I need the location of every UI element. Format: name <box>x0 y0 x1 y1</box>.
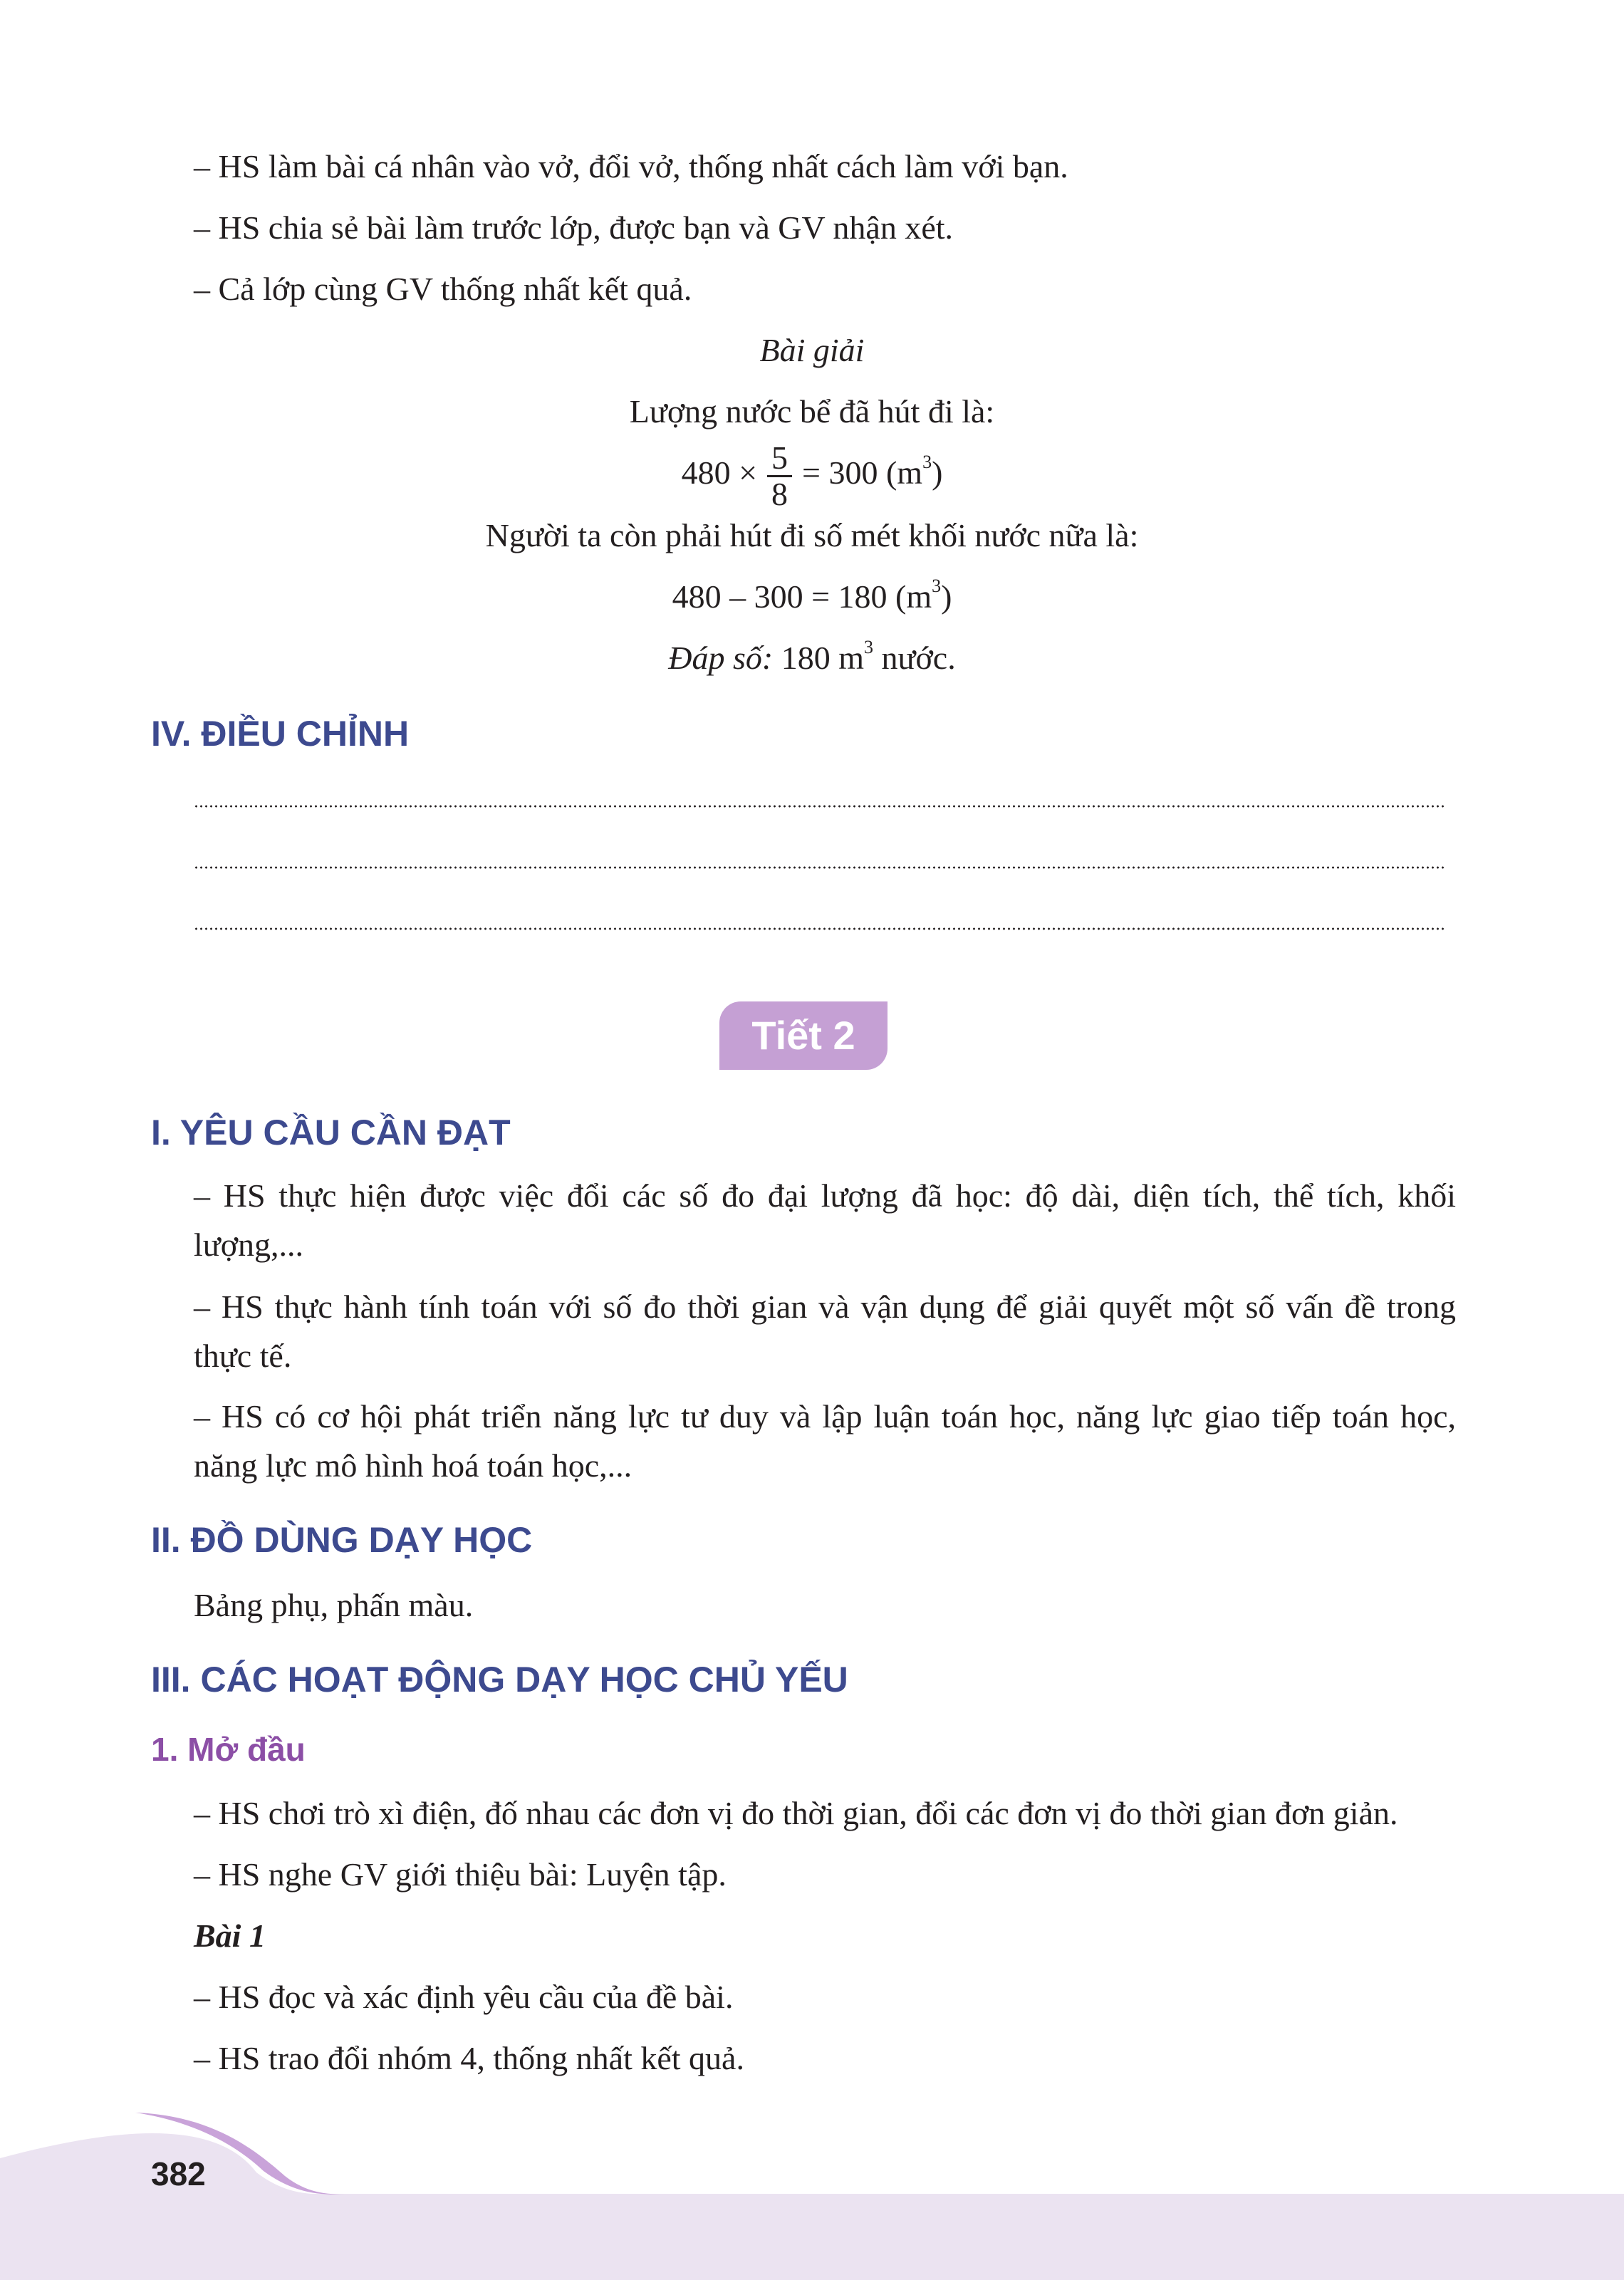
intro-line-2: – HS chia sẻ bài làm trước lớp, được bạn và GV nhận xét. <box>194 209 954 246</box>
section-iv-title: IV. ĐIỀU CHỈNH <box>151 714 410 754</box>
section-iii-title: III. CÁC HOẠT ĐỘNG DẠY HỌC CHỦ YẾU <box>151 1660 848 1699</box>
subsection-mo-dau: 1. Mở đầu <box>151 1731 306 1768</box>
bai-1-label: Bài 1 <box>194 1917 266 1954</box>
fraction-5-8: $\frac{5}{8}$ <box>767 441 792 511</box>
intro-line-1: – HS làm bài cá nhân vào vở, đổi vở, thống nhất cách làm với bạn. <box>194 148 1068 184</box>
dotted-line-2 <box>194 866 1445 869</box>
solution-line-2: Người ta còn phải hút đi số mét khối nước nữa là: <box>485 517 1139 553</box>
solution-answer: Đáp số: 180 $m^3$ nước. <box>668 637 956 676</box>
section-iii-line-1: – HS chơi trò xì điện, đố nhau các đơn vị đo thời gian, đổi các đơn vị đo thời gian đơn giản. <box>194 1795 1398 1831</box>
solution-calc-2: 480 – 300 = 180 $(m^3)$ <box>672 576 952 615</box>
page-number: 382 <box>151 2155 206 2192</box>
dotted-line-1 <box>194 805 1445 808</box>
section-ii-title: II. ĐỒ DÙNG DẠY HỌC <box>151 1520 533 1560</box>
solution-title: Bài giải <box>759 332 865 368</box>
section-i-item-1: – HS thực hiện được việc đổi các số đo đại lượng đã học: độ dài, diện tích, thể tích, khối lượng,... <box>194 1177 1456 1263</box>
solution-calc-1: 480 × $\frac{5}{8}$ = 300 $(m^3)$ <box>681 439 943 512</box>
solution-line-1: Lượng nước bể đã hút đi là: <box>629 393 995 430</box>
lesson-badge: Tiết 2 <box>719 1001 888 1070</box>
section-i-item-3: – HS có cơ hội phát triển năng lực tư duy và lập luận toán học, năng lực giao tiếp toán học, năng lực mô hình hoá toán học,... <box>194 1398 1456 1484</box>
section-ii-text: Bảng phụ, phấn màu. <box>194 1587 474 1623</box>
footer-swoosh <box>0 2108 1624 2280</box>
section-iii-line-2: – HS nghe GV giới thiệu bài: Luyện tập. <box>194 1856 727 1893</box>
intro-line-3: – Cả lớp cùng GV thống nhất kết quả. <box>194 271 692 307</box>
section-i-title: I. YÊU CẦU CẦN ĐẠT <box>151 1113 511 1152</box>
dotted-line-3 <box>194 927 1445 930</box>
section-i-item-2: – HS thực hành tính toán với số đo thời gian và vận dụng để giải quyết một số vấn đề trong thực tế. <box>194 1289 1456 1374</box>
bai-1-line-2: – HS trao đổi nhóm 4, thống nhất kết quả. <box>194 2040 744 2076</box>
bai-1-line-1: – HS đọc và xác định yêu cầu của đề bài. <box>194 1979 734 2015</box>
